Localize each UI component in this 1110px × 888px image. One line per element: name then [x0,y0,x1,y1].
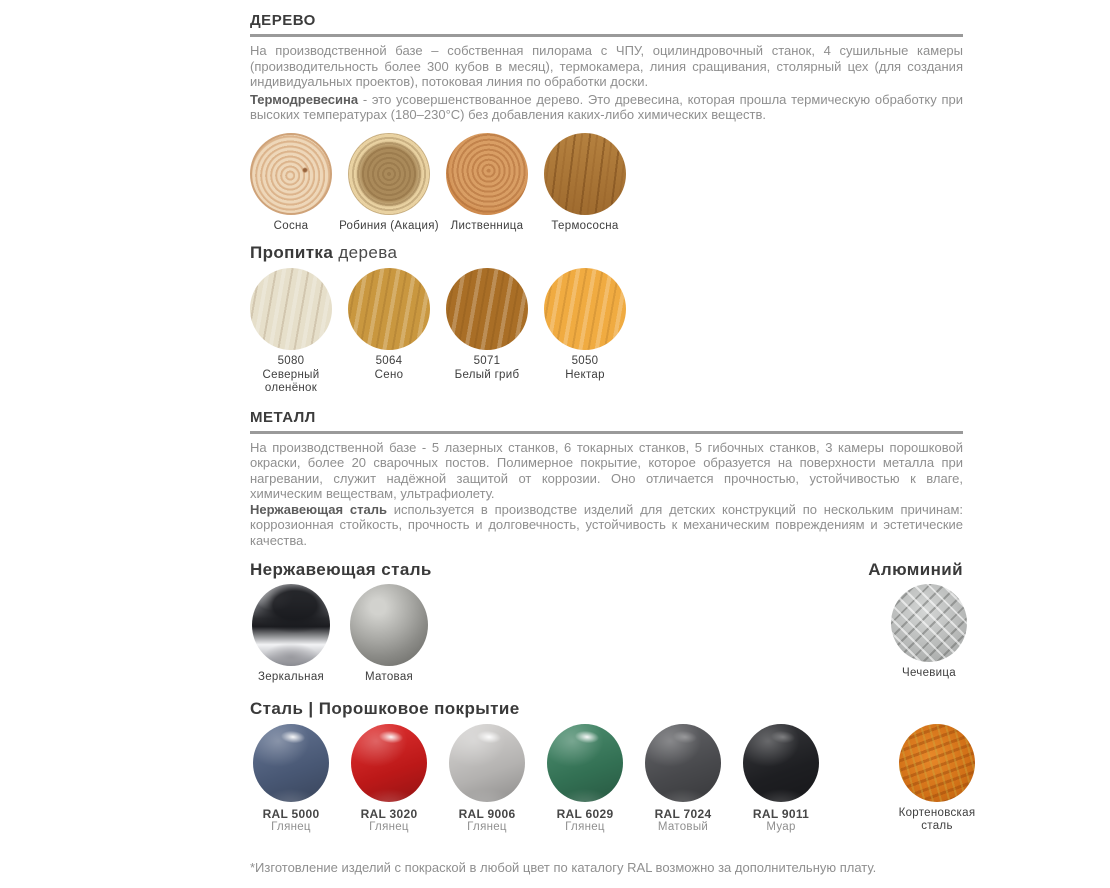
pine-wood-swatch [250,133,332,215]
stainless-aluminum-headings [250,560,963,580]
swatch-5071 [438,268,536,396]
swatch-code: 5071 [473,355,501,367]
stainless-lead: Нержавеющая сталь [250,501,387,517]
swatch-code: 5050 [571,355,599,367]
swatch-label: Матовая [364,671,414,683]
swatch-name: Белый гриб [454,368,520,381]
ral-finish: Матовый [657,821,709,833]
wood-species-row [242,133,963,234]
swatch-robinia [340,133,438,234]
impregnation-swatch [250,268,332,350]
section-divider [250,431,963,434]
swatch-name: Северный оленёнок [262,368,320,394]
ral-code: RAL 3020 [360,806,418,821]
swatch-label: Сосна [273,219,309,232]
wood-intro-paragraph: На производственной базе – собственная пилорама с ЧПУ, оцилиндровочный станок, 4 сушильные камеры (производительность более 300 кубов в месяц), термокамера, линия сращивания, столярный цех (для создания индивидуальных проектов), потоковая линия по обработки доски. [250,43,963,89]
section-divider [250,34,963,37]
thermopine-wood-swatch [544,133,626,215]
swatch-5064 [340,268,438,396]
ral-code: RAL 9006 [458,806,516,821]
ral-finish: Глянец [271,821,311,833]
swatch-ral-6029 [536,724,634,835]
swatch-label: Кортеновская сталь [898,806,976,832]
ral-footnote: *Изготовление изделий с покраской в любой цвет по каталогу RAL возможно за дополнительную плату. [250,860,877,875]
matte-steel-swatch [350,584,428,666]
swatch-5050 [536,268,634,396]
thermowood-lead: Термодревесина [250,91,359,107]
corten-steel-swatch [899,724,975,802]
thermowood-paragraph [250,92,963,123]
impregnation-swatch [446,268,528,350]
ral-finish: Глянец [369,821,409,833]
catalog-page [250,0,976,888]
ral-sphere [253,724,329,802]
swatch-ral-5000 [242,724,340,835]
swatch-larch [438,133,536,234]
larch-wood-swatch [446,133,528,215]
swatch-ral-9011 [732,724,830,835]
stainless-paragraph [250,502,963,549]
ral-sphere [645,724,721,802]
mirror-steel-swatch [252,584,330,666]
swatch-label: Зеркальная [257,671,325,683]
metal-section-title: МЕТАЛЛ [250,408,316,426]
ral-finish: Глянец [565,821,605,833]
swatch-name: Нектар [565,368,605,381]
swatch-code: 5064 [375,355,403,367]
powder-coating-row [242,724,976,835]
ral-sphere [547,724,623,802]
stainless-rest: используется в производстве изделий для детских конструкций по нескольким причинам: коррозионная стойкость, прочность и долговечность, устойчивость к механическим повреждениям и эстетические качества. [250,501,964,548]
swatch-5080 [242,268,340,396]
swatch-ral-3020 [340,724,438,835]
swatch-label: Термососна [551,219,619,232]
thermowood-rest: - это усовершенствованное дерево. Это древесина, которая прошла термическую обработку при высоких температурах (180–230°С) без добавления каких-либо химических веществ. [250,91,963,122]
aluminum-title: Алюминий [868,560,963,579]
ral-sphere [449,724,525,802]
powder-coating-title: Сталь | Порошковое покрытие [250,698,520,718]
swatch-corten-steel [889,724,985,835]
swatch-pine [242,133,340,234]
ral-code: RAL 9011 [752,806,810,821]
ral-sphere [743,724,819,802]
swatch-label: Чечевица [902,667,956,679]
stainless-title: Нержавеющая сталь [250,560,432,579]
ral-finish: Муар [766,821,796,833]
ral-code: RAL 5000 [262,806,320,821]
impregnation-swatch [348,268,430,350]
swatch-ral-7024 [634,724,732,835]
stainless-row [242,584,963,685]
swatch-name: Сено [374,368,404,381]
metal-intro-paragraph: На производственной базе - 5 лазерных станков, 6 токарных станков, 5 гибочных станков, 3 камеры порошковой окраски, более 20 сварочных постов. Полимерное покрытие, которое образуется на поверхности металла при нагревании, служит надёжной защитой от коррозии. Оно отличается прочностью, устойчивостью к влаге, химическим веществам, ультрафиолету. [250,439,963,501]
swatch-label: Лиственница [450,219,524,232]
swatch-matte-steel [340,584,438,685]
wood-section-title: ДЕРЕВО [250,12,316,29]
swatch-label: Робиния (Акация) [339,219,439,232]
swatch-aluminum-lentil [881,584,977,681]
robinia-wood-swatch [348,133,430,215]
ral-finish: Глянец [467,821,507,833]
ral-code: RAL 7024 [654,806,712,821]
checker-plate-swatch [891,584,967,662]
swatch-mirror-steel [242,584,340,685]
swatch-code: 5080 [277,355,305,367]
swatch-thermopine [536,133,634,234]
ral-sphere [351,724,427,802]
impregnation-swatch [544,268,626,350]
swatch-ral-9006 [438,724,536,835]
impregnation-title: Пропитка дерева [250,243,398,262]
ral-code: RAL 6029 [556,806,614,821]
impregnation-row [242,268,963,396]
